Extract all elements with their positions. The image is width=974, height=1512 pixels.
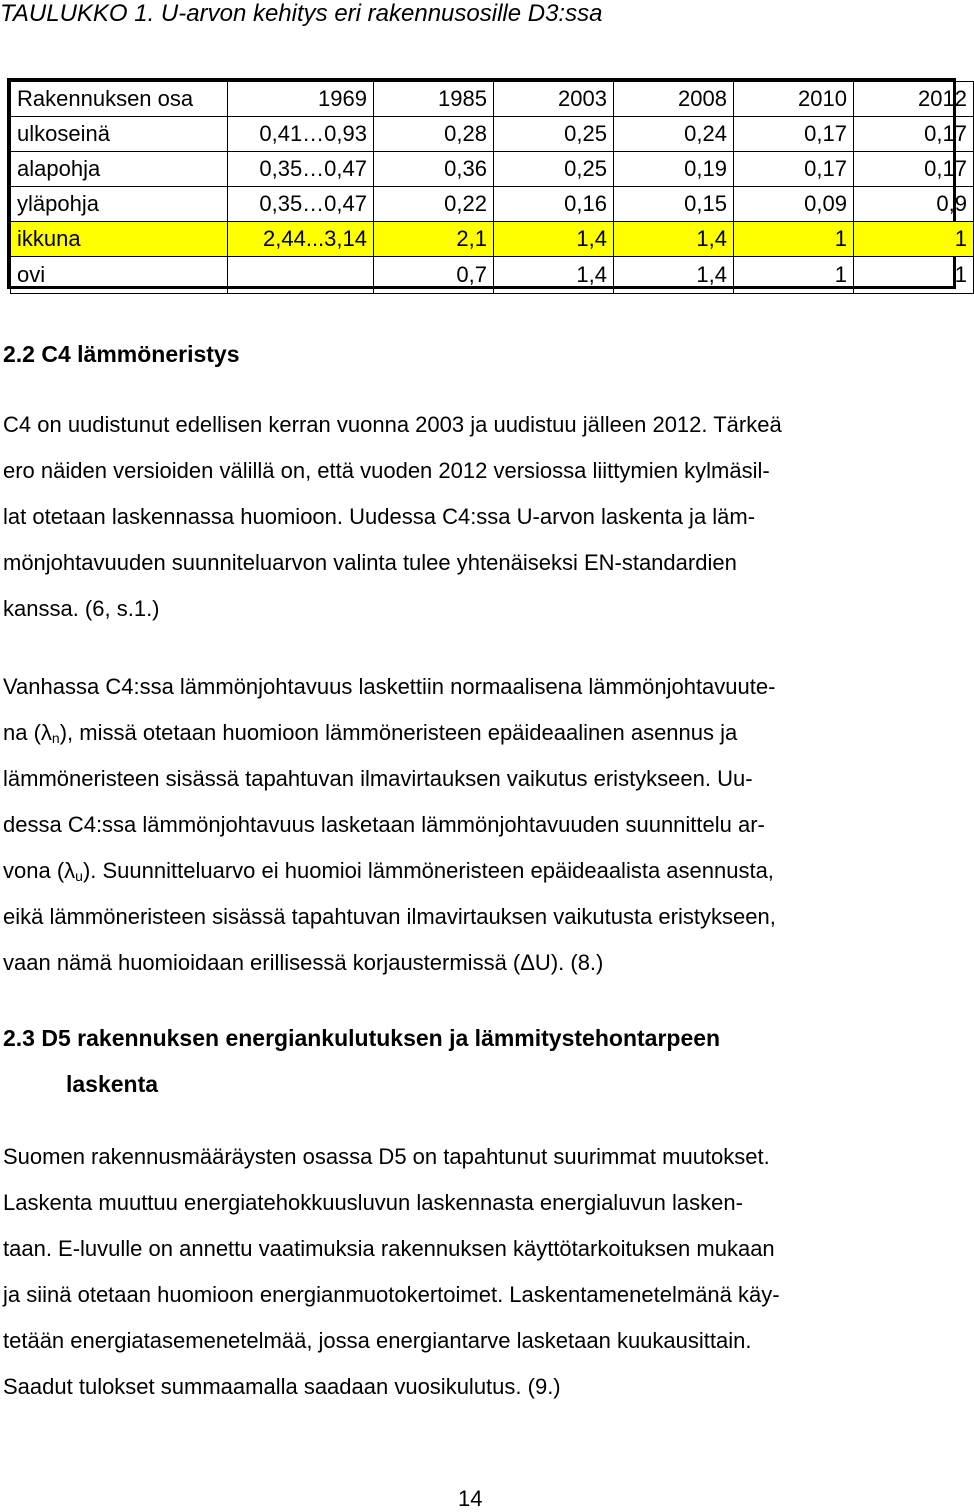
subscript: u (75, 868, 83, 884)
paragraph-lambda (3, 664, 953, 986)
table-cell (228, 257, 374, 294)
text-line: eikä lämmöneristeen sisässä tapahtuvan ilmavirtauksen vaikutusta eristykseen, (3, 904, 776, 929)
paragraph-d5 (3, 1134, 953, 1410)
table-cell: alapohja (11, 152, 228, 187)
text-line (3, 848, 953, 894)
text-fragment: na (λ (3, 720, 52, 745)
table-cell: ikkuna (11, 222, 228, 257)
table-cell: 0,17 (854, 152, 974, 187)
section-heading-c4: 2.2 C4 lämmöneristys (3, 341, 240, 367)
table-cell: 0,7 (374, 257, 494, 294)
table-cell: 0,41…0,93 (228, 117, 374, 152)
header-cell: 2012 (854, 82, 974, 117)
table-cell: 2,44...3,14 (228, 222, 374, 257)
table-cell: 0,35…0,47 (228, 152, 374, 187)
header-cell: 1969 (228, 82, 374, 117)
text-line: kanssa. (6, s.1.) (3, 596, 160, 621)
table-cell: ulkoseinä (11, 117, 228, 152)
text-line: ja siinä otetaan huomioon energianmuotokertoimet. Laskentamenetelmänä käy- (3, 1282, 780, 1307)
text-line: mönjohtavuuden suunniteluarvon valinta tulee yhtenäiseksi EN-standardien (3, 550, 737, 575)
table-row (11, 117, 974, 152)
text-line: tetään energiatasemenetelmää, jossa energiantarve lasketaan kuukausittain. (3, 1328, 752, 1353)
table-cell: 1,4 (494, 257, 614, 294)
header-cell: 2003 (494, 82, 614, 117)
text-line: Saadut tulokset summaamalla saadaan vuosikulutus. (9.) (3, 1374, 561, 1399)
u-value-table (7, 78, 967, 289)
table-row (11, 257, 974, 294)
text-line: lämmöneristeen sisässä tapahtuvan ilmavirtauksen vaikutus eristykseen. Uu- (3, 766, 753, 791)
paragraph-c4 (3, 402, 953, 632)
table-cell: 1,4 (614, 222, 734, 257)
text-line: Laskenta muuttuu energiatehokkuusluvun laskennasta energialuvun lasken- (3, 1190, 743, 1215)
table-cell: 1 (734, 257, 854, 294)
header-cell: 2008 (614, 82, 734, 117)
table-cell: 0,15 (614, 187, 734, 222)
text-fragment: ), missä otetaan huomioon lämmöneristeen epäideaalinen asennus ja (59, 720, 738, 745)
table-cell: 0,17 (734, 117, 854, 152)
table-cell: 2,1 (374, 222, 494, 257)
table-cell: 0,25 (494, 152, 614, 187)
header-cell: 2010 (734, 82, 854, 117)
text-line: taan. E-luvulle on annettu vaatimuksia rakennuksen käyttötarkoituksen mukaan (3, 1236, 775, 1261)
header-cell: Rakennuksen osa (11, 82, 228, 117)
section-heading-d5: 2.3 D5 rakennuksen energiankulutuksen ja lämmitystehontarpeen (3, 1025, 721, 1051)
table-row-highlighted (11, 222, 974, 257)
subscript: n (51, 730, 60, 746)
table-cell: 0,25 (494, 117, 614, 152)
table-cell: 0,17 (854, 117, 974, 152)
table-cell: 0,19 (614, 152, 734, 187)
table-cell: 1 (854, 257, 974, 294)
table-cell: 0,35…0,47 (228, 187, 374, 222)
table-cell: 1,4 (494, 222, 614, 257)
text-line: dessa C4:ssa lämmönjohtavuus lasketaan lämmönjohtavuuden suunnittelu ar- (3, 812, 765, 837)
table-cell: 0,22 (374, 187, 494, 222)
page-number: 14 (458, 1486, 483, 1511)
text-fragment: ). Suunnitteluarvo ei huomioi lämmöneristeen epäideaalista asennusta, (82, 858, 774, 883)
table-cell: 0,9 (854, 187, 974, 222)
table-row (11, 152, 974, 187)
table-cell: 1,4 (614, 257, 734, 294)
table-cell: 0,36 (374, 152, 494, 187)
table-cell: ovi (11, 257, 228, 294)
table-cell: 0,17 (734, 152, 854, 187)
text-line: ero näiden versioiden välillä on, että vuoden 2012 versiossa liittymien kylmäsil- (3, 458, 770, 483)
table-row (11, 187, 974, 222)
table-cell: 0,09 (734, 187, 854, 222)
text-fragment: vona (λ (3, 858, 76, 883)
table-caption: TAULUKKO 1. U-arvon kehitys eri rakennusosille D3:ssa (0, 0, 603, 27)
text-line (3, 710, 953, 756)
table-cell: 1 (734, 222, 854, 257)
section-heading-d5-cont: laskenta (66, 1071, 159, 1097)
header-cell: 1985 (374, 82, 494, 117)
table-cell: 1 (854, 222, 974, 257)
table-header-row (11, 82, 974, 117)
table-cell: yläpohja (11, 187, 228, 222)
text-line: Vanhassa C4:ssa lämmönjohtavuus laskettiin normaalisena lämmönjohtavuute- (3, 674, 776, 699)
text-line: C4 on uudistunut edellisen kerran vuonna 2003 ja uudistuu jälleen 2012. Tärkeä (3, 412, 782, 437)
table-cell: 0,24 (614, 117, 734, 152)
text-line: lat otetaan laskennassa huomioon. Uudessa C4:ssa U-arvon laskenta ja läm- (3, 504, 756, 529)
text-line: Suomen rakennusmääräysten osassa D5 on tapahtunut suurimmat muutokset. (3, 1144, 770, 1169)
table-cell: 0,28 (374, 117, 494, 152)
table-cell: 0,16 (494, 187, 614, 222)
text-line: vaan nämä huomioidaan erillisessä korjaustermissä (ΔU). (8.) (3, 950, 604, 975)
